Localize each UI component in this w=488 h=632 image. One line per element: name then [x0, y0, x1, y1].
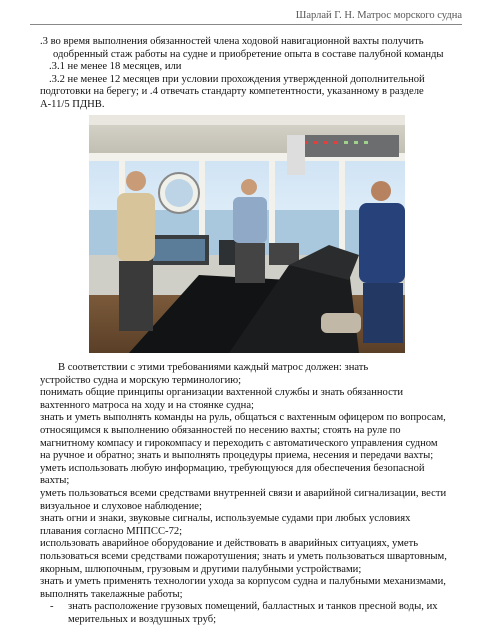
intro-line: подготовки на берегу; и .4 отвечать стандарту компетентности, указанному в разделе — [40, 86, 424, 98]
body-line: выполнять такелажные работы; — [40, 588, 183, 600]
intro-line: .3.1 не менее 18 месяцев, или — [49, 61, 182, 73]
body-line: знать и уметь применять технологии ухода за корпусом судна и палубными механизмами, — [40, 576, 446, 588]
bullet-item — [40, 601, 464, 614]
intro-line: А-11/5 ПДНВ. — [40, 98, 105, 110]
body-line: понимать общие принципы организации вахтенной службы и знать обязанности — [40, 387, 404, 399]
body-line: устройство судна и морскую терминологию; — [40, 374, 242, 386]
bullet-text: мерительных и воздушных труб; — [68, 613, 217, 625]
body-line: магнитному компасу и гирокомпасу и переходить с автоматического управления судном — [40, 437, 438, 449]
body-line: плавания согласно МППСС-72; — [40, 525, 183, 537]
body-block — [40, 362, 464, 626]
body-line: вахты; — [40, 475, 70, 487]
intro-line: .3.2 не менее 12 месяцев при условии прохождения утвержденной дополнительной — [49, 73, 425, 85]
ship-bridge-photo — [89, 115, 405, 353]
body-line: пользоваться всеми средствами пожаротушения; знать и уметь пользоваться швартовным, — [40, 550, 447, 562]
header-divider — [30, 24, 462, 25]
bullet-dash: - — [50, 601, 54, 613]
body-line: относящимся к выполнению обязанностей по несению вахты; стоять на руле по — [40, 424, 401, 436]
body-line: знать огни и знаки, звуковые сигналы, используемые судами при любых условиях — [40, 513, 411, 525]
body-line: на ручное и обратно; знать и выполнять процедуры приема, несения и передачи вахты; — [40, 450, 434, 462]
body-line: уметь пользоваться всеми средствами внутренней связи и аварийной сигнализации, вести — [40, 487, 447, 499]
body-line: использовать аварийное оборудование и действовать в аварийных ситуациях, уметь — [40, 538, 419, 550]
body-line: уметь использовать любую информацию, требующуюся для обеспечения безопасной — [40, 462, 425, 474]
body-line: визуальное и слуховое наблюдение; — [40, 500, 202, 512]
body-line: знать и уметь выполнять команды на руль, общаться с вахтенным офицером по вопросам, — [40, 412, 446, 424]
intro-block — [40, 36, 464, 112]
page-header: Шарлай Г. Н. Матрос морского судна — [295, 10, 462, 21]
bullet-item-continued — [40, 614, 464, 627]
body-line: якорным, шлюпочным, грузовым и другими палубными устройствами; — [40, 563, 362, 575]
body-line: В соответствии с этими требованиями каждый матрос должен: знать — [58, 362, 369, 373]
intro-line: одобренный стаж работы на судне и приобретение опыта в составе палубной команды — [53, 48, 444, 60]
bullet-text: знать расположение грузовых помещений, балластных и танков пресной воды, их — [68, 601, 438, 613]
body-line: вахтенного матроса на ходу и на стоянке судна; — [40, 399, 254, 411]
intro-line: .3 во время выполнения обязанностей члена ходовой навигационной вахты получить — [40, 36, 424, 47]
